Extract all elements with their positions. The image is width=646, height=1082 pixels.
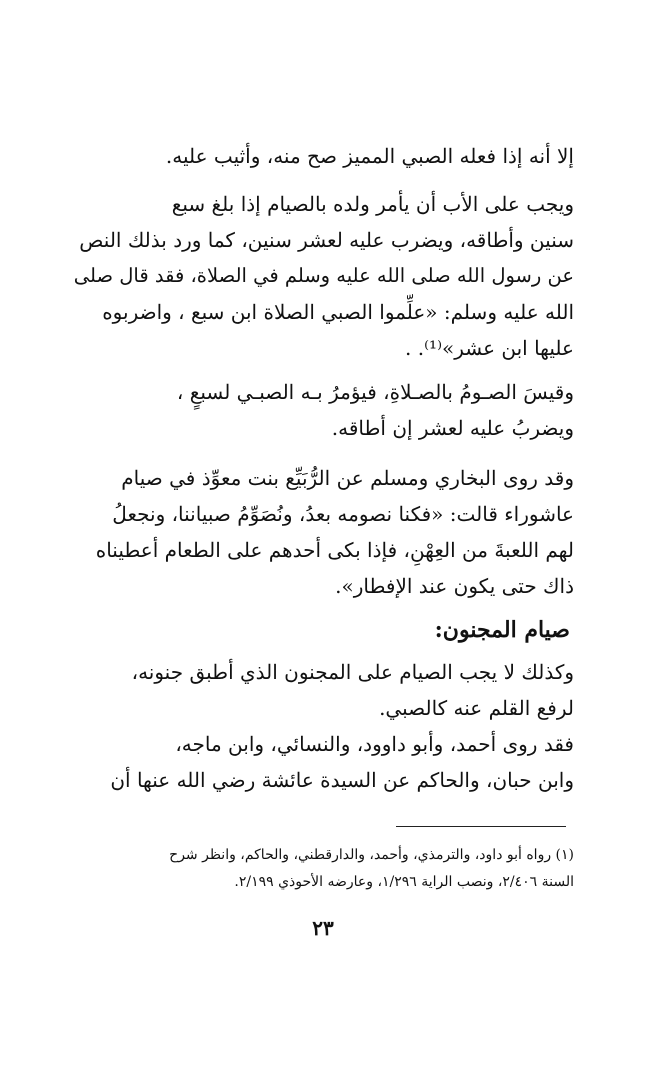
paragraph-6: [74, 726, 574, 798]
text-line: وقيسَ الصـومُ بالصـلاةِ، فيؤمرُ بـه الصبـي لسبعٍ ،: [176, 380, 574, 404]
text-line: وكذلك لا يجب الصيام على المجنون الذي أطبق جنونه،: [131, 660, 574, 684]
text-line: وقد روى البخاري ومسلم عن الرُّبَيِّع بنت معوِّذ في صيام: [121, 466, 574, 490]
page-number: ٢٣: [312, 916, 334, 940]
text-line: وابن حبان، والحاكم عن السيدة عائشة رضي الله عنها أن: [110, 768, 574, 792]
footnote-line: (١) رواه أبو داود، والترمذي، وأحمد، والدارقطني، والحاكم، وانظر شرح: [169, 847, 574, 863]
section-heading: صيام المجنون:: [434, 617, 570, 643]
paragraph-1: [74, 138, 574, 174]
text-line: عن رسول الله صلى الله عليه وسلم في الصلاة، فقد قال صلى: [73, 264, 574, 287]
text-line: إلا أنه إذا فعله الصبي المميز صح منه، وأثيب عليه.: [165, 144, 574, 168]
text-line: ذاك حتى يكون عند الإفطار».: [335, 574, 574, 598]
footnote-separator: [396, 826, 566, 827]
paragraph-5: [74, 654, 574, 726]
text-line: عاشوراء قالت: «فكنا نصومه بعدُ، ونُصَوِّمُ صبياننا، ونجعلُ: [112, 502, 574, 526]
text-line: الله عليه وسلم: «علِّموا الصبي الصلاة ابن سبع ، واضربوه: [102, 300, 574, 324]
paragraph-4: [74, 460, 574, 604]
text-line: سنين وأطاقه، ويضرب عليه لعشر سنين، كما ورد بذلك النص: [79, 228, 574, 252]
footnote-line: السنة ٢/٤٠٦، ونصب الراية ١/٢٩٦، وعارضه الأحوذي ٢/١٩٩.: [234, 874, 574, 890]
text-line: عليها ابن عشر»⁽¹⁾. .: [405, 336, 574, 360]
text-line: ويجب على الأب أن يأمر ولده بالصيام إذا بلغ سبع: [171, 192, 574, 216]
text-line: ويضربُ عليه لعشر إن أطاقه.: [331, 416, 574, 440]
text-line: لرفع القلم عنه كالصبي.: [379, 696, 574, 720]
text-line: فقد روى أحمد، وأبو داوود، والنسائي، وابن ماجه،: [175, 732, 574, 756]
footnote: [74, 842, 574, 896]
text-line: لهم اللعبةَ من العِهْنِ، فإذا بكى أحدهم على الطعام أعطيناه: [95, 538, 574, 562]
paragraph-3: [74, 374, 574, 446]
paragraph-2: [74, 186, 574, 366]
